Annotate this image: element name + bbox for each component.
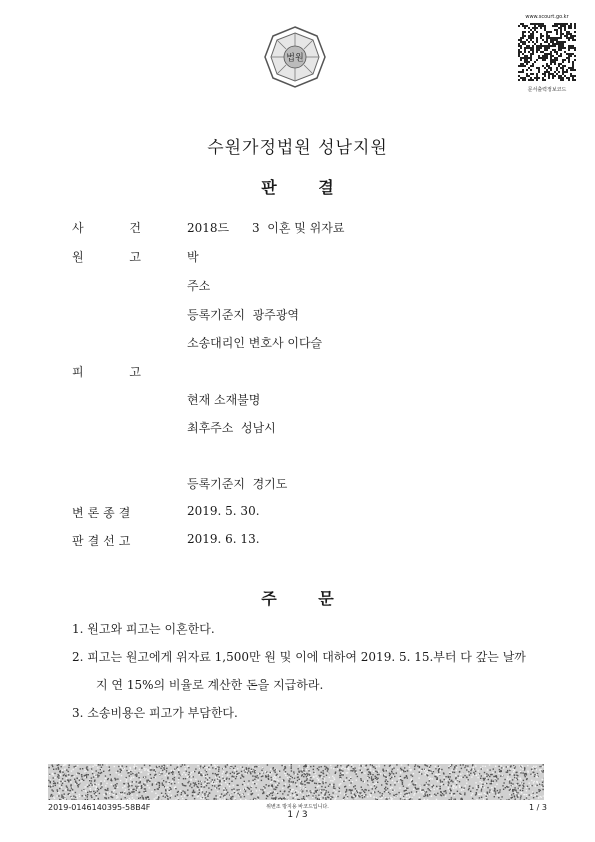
- plaintiff-address: 주소: [187, 279, 211, 293]
- plaintiff-label: 원 고: [72, 250, 162, 264]
- defendant-registration: 등록기준지 경기도: [187, 477, 288, 491]
- order-item: 1. 원고와 피고는 이혼한다.: [72, 622, 215, 636]
- document-info-code: [515, 14, 579, 106]
- order-item-continuation: 지 연 15%의 비율로 계산한 돈을 지급하라.: [96, 678, 324, 692]
- plaintiff-attorney: 소송대리인 변호사 이다슬: [187, 336, 323, 350]
- page-number-right: 1 / 3: [529, 803, 547, 812]
- order-item: 2. 피고는 원고에게 위자료 1,500만 원 및 이에 대하여 2019. 5. 15.부터 다 갚는 날까: [72, 650, 526, 664]
- plaintiff-registration: 등록기준지 광주광역: [187, 308, 299, 322]
- judgment-date-label: 판결선고: [72, 534, 135, 548]
- judgment-date: 2019. 6. 13.: [187, 532, 260, 546]
- court-name: 수원가정법원 성남지원: [207, 138, 388, 158]
- order-title: 주 문: [261, 589, 334, 608]
- defendant-label: 피 고: [72, 365, 162, 379]
- order-item: 3. 소송비용은 피고가 부담한다.: [72, 706, 238, 720]
- qr-code-icon: [518, 23, 576, 81]
- seal-text: 법원: [286, 53, 304, 64]
- court-website-url: www.scourt.go.kr: [525, 14, 569, 20]
- anti-forgery-pattern: [48, 764, 544, 800]
- qr-caption: 문서출력정보코드: [527, 87, 567, 93]
- page-number-center: 1 / 3: [287, 810, 308, 820]
- defendant-status: 현재 소재불명: [187, 393, 261, 407]
- case-label: 사 건: [72, 221, 162, 235]
- court-seal-icon: [262, 24, 328, 90]
- hearing-end-label: 변론종결: [72, 506, 135, 520]
- anti-forgery-note: 위변조 방지용 바코드입니다.: [266, 804, 329, 810]
- hearing-end-date: 2019. 5. 30.: [187, 504, 260, 518]
- case-number: 2018드 3 이혼 및 위자료: [187, 221, 345, 235]
- document-code: 2019-0146140395-58B4F: [48, 803, 151, 812]
- judgment-title: 판 결: [261, 178, 334, 197]
- plaintiff-name: 박: [187, 250, 199, 264]
- defendant-last-address: 최후주소 성남시: [187, 421, 276, 435]
